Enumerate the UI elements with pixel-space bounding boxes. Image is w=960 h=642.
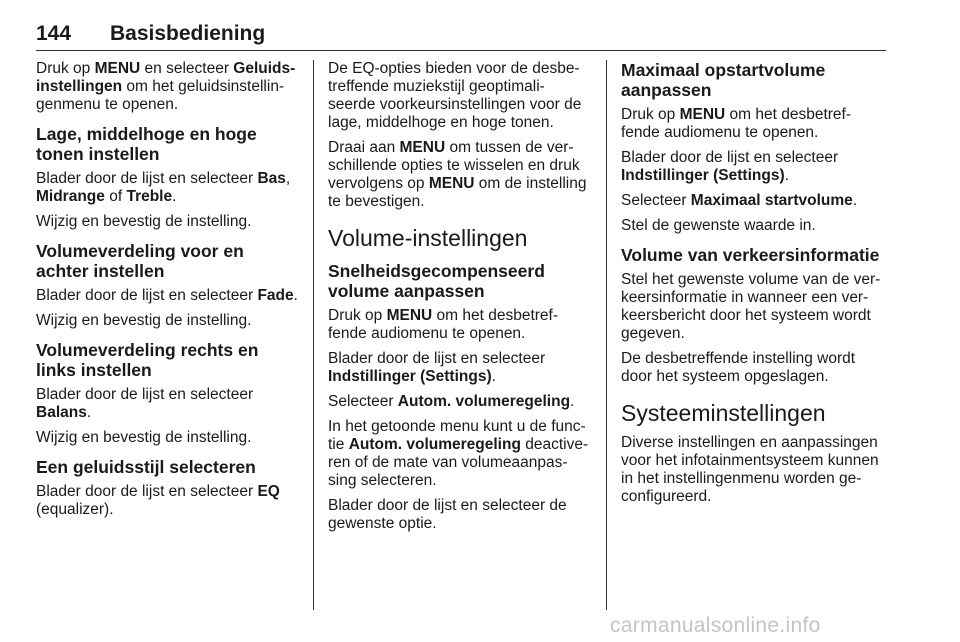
heading-tones: Lage, middelhoge en hoge tonen instellen [36,124,257,164]
heading-speed-volume: Snelheidsgecompenseerd volume aanpassen [328,261,545,301]
paragraph: De desbetreffende instelling wordt door het systeem opgeslagen. [621,350,856,385]
heading-traffic-volume: Volume van verkeersinformatie [621,245,880,265]
page-header [36,22,886,50]
paragraph: Selecteer Autom. volumeregeling. [328,393,575,410]
paragraph: Blader door de lijst en selecteer Balans. [36,386,254,421]
paragraph: Blader door de lijst en selecteer Indstillinger (Settings). [621,149,839,184]
paragraph: Stel het gewenste volume van de ver-keersinformatie in wanneer een ver-keersbericht door het systeem wordt gegeven. [621,271,881,342]
paragraph: Stel de gewenste waarde in. [621,217,816,234]
heading-balance: Volumeverdeling rechts en links instellen [36,340,259,380]
paragraph: Wijzig en bevestig de instelling. [36,312,252,329]
paragraph: Diverse instellingen en aanpassingen voor het infotainmentsysteem kunnen in het instellingenmenu worden ge-configureerd. [621,434,879,505]
paragraph: Druk op MENU om het desbetref-fende audiomenu te openen. [621,106,852,141]
heading-max-startup-volume: Maximaal opstartvolume aanpassen [621,60,826,100]
paragraph: Draai aan MENU om tussen de ver-schillende opties te wisselen en druk vervolgens op MENU om de instelling te bevestigen. [328,139,587,210]
column-divider-1 [313,60,314,610]
column-3 [621,60,887,513]
heading-sound-style: Een geluidsstijl selecteren [36,457,256,477]
paragraph: Blader door de lijst en selecteer de gewenste optie. [328,497,567,532]
paragraph: In het getoonde menu kunt u de func-tie Autom. volumeregeling deactive-ren of de mate van volumeaanpas-sing selecteren. [328,418,589,489]
heading-volume-settings: Volume-instellingen [328,225,528,251]
paragraph: Blader door de lijst en selecteer Bas, Midrange of Treble. [36,170,291,205]
paragraph: Druk op MENU en selecteer Geluids-instellingen om het geluidsinstellin-genmenu te openen. [36,60,296,113]
column-1 [36,60,300,526]
paragraph: Druk op MENU om het desbetref-fende audiomenu te openen. [328,307,559,342]
paragraph: Blader door de lijst en selecteer Fade. [36,287,298,304]
heading-system-settings: Systeeminstellingen [621,400,826,426]
paragraph: Selecteer Maximaal startvolume. [621,192,858,209]
paragraph: De EQ-opties bieden voor de desbe-treffende muziekstijl geoptimali-seerde voorkeursinstellingen voor de lage, middelhoge en hoge tonen. [328,60,582,131]
column-2 [328,60,592,540]
column-divider-2 [606,60,607,610]
heading-fade: Volumeverdeling voor en achter instellen [36,241,244,281]
paragraph: Blader door de lijst en selecteer Indstillinger (Settings). [328,350,546,385]
header-divider [36,50,886,51]
paragraph: Wijzig en bevestig de instelling. [36,429,252,446]
watermark: carmanualsonline.info [610,614,821,637]
paragraph: Blader door de lijst en selecteer EQ (equalizer). [36,483,280,518]
page-number: 144 [36,22,72,45]
paragraph: Wijzig en bevestig de instelling. [36,213,252,230]
section-title: Basisbediening [110,22,266,45]
